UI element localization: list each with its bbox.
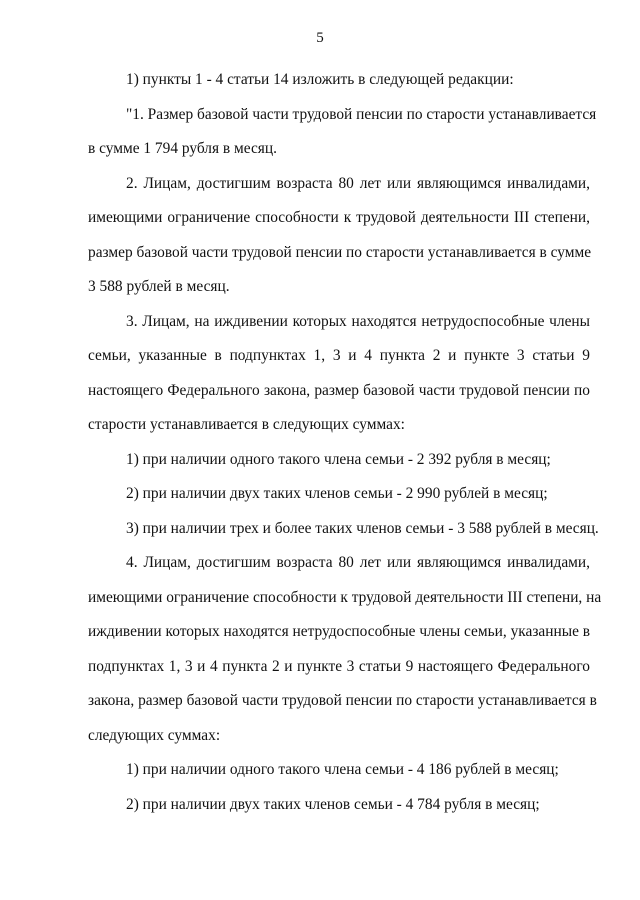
text-line: настоящего Федерального закона, размер базовой части трудовой пенсии по bbox=[88, 381, 590, 399]
text-line: 3 588 рублей в месяц. bbox=[88, 278, 230, 295]
text-line: 1) пункты 1 - 4 статьи 14 изложить в следующей редакции: bbox=[126, 71, 514, 88]
text-line: семьи, указанные в подпунктах 1, 3 и 4 пункта 2 и пункте 3 статьи 9 bbox=[88, 347, 590, 364]
paragraph bbox=[88, 443, 590, 478]
text-line: имеющими ограничение способности к трудовой деятельности III степени, на bbox=[88, 588, 602, 606]
paragraph bbox=[88, 167, 590, 305]
text-line: 1) при наличии одного такого члена семьи - 4 186 рублей в месяц; bbox=[126, 761, 559, 778]
paragraph bbox=[88, 546, 602, 753]
document-body bbox=[88, 63, 602, 822]
paragraph bbox=[88, 788, 590, 823]
text-line: в сумме 1 794 рубля в месяц. bbox=[88, 140, 277, 157]
paragraph bbox=[88, 305, 590, 443]
text-line: подпунктах 1, 3 и 4 пункта 2 и пункте 3 статьи 9 настоящего Федерального bbox=[88, 657, 590, 675]
text-line: закона, размер базовой части трудовой пенсии по старости устанавливается в bbox=[88, 692, 597, 709]
paragraph bbox=[88, 753, 590, 788]
text-line: 2. Лицам, достигшим возраста 80 лет или являющимся инвалидами, bbox=[126, 174, 590, 192]
page-number: 5 bbox=[316, 30, 324, 46]
paragraph bbox=[88, 98, 597, 167]
text-line: 3. Лицам, на иждивении которых находятся нетрудоспособные члены bbox=[126, 312, 590, 330]
text-line: 2) при наличии двух таких членов семьи - 2 990 рублей в месяц; bbox=[126, 485, 548, 502]
text-line: 1) при наличии одного такого члена семьи - 2 392 рубля в месяц; bbox=[126, 450, 551, 468]
text-line: иждивении которых находятся нетрудоспособные члены семьи, указанные в bbox=[88, 623, 591, 640]
text-line: "1. Размер базовой части трудовой пенсии по старости устанавливается bbox=[126, 105, 597, 123]
paragraph bbox=[88, 512, 599, 547]
paragraph bbox=[88, 477, 590, 512]
text-line: следующих суммах: bbox=[88, 726, 221, 744]
text-line: старости устанавливается в следующих суммах: bbox=[88, 416, 405, 433]
text-line: 3) при наличии трех и более таких членов семьи - 3 588 рублей в месяц. bbox=[126, 519, 599, 537]
text-line: 4. Лицам, достигшим возраста 80 лет или являющимся инвалидами, bbox=[126, 554, 590, 571]
paragraph bbox=[88, 63, 590, 98]
text-line: имеющими ограничение способности к трудовой деятельности III степени, bbox=[88, 209, 590, 226]
text-line: размер базовой части трудовой пенсии по старости устанавливается в сумме bbox=[88, 243, 592, 261]
text-line: 2) при наличии двух таких членов семьи - 4 784 рубля в месяц; bbox=[126, 795, 540, 813]
